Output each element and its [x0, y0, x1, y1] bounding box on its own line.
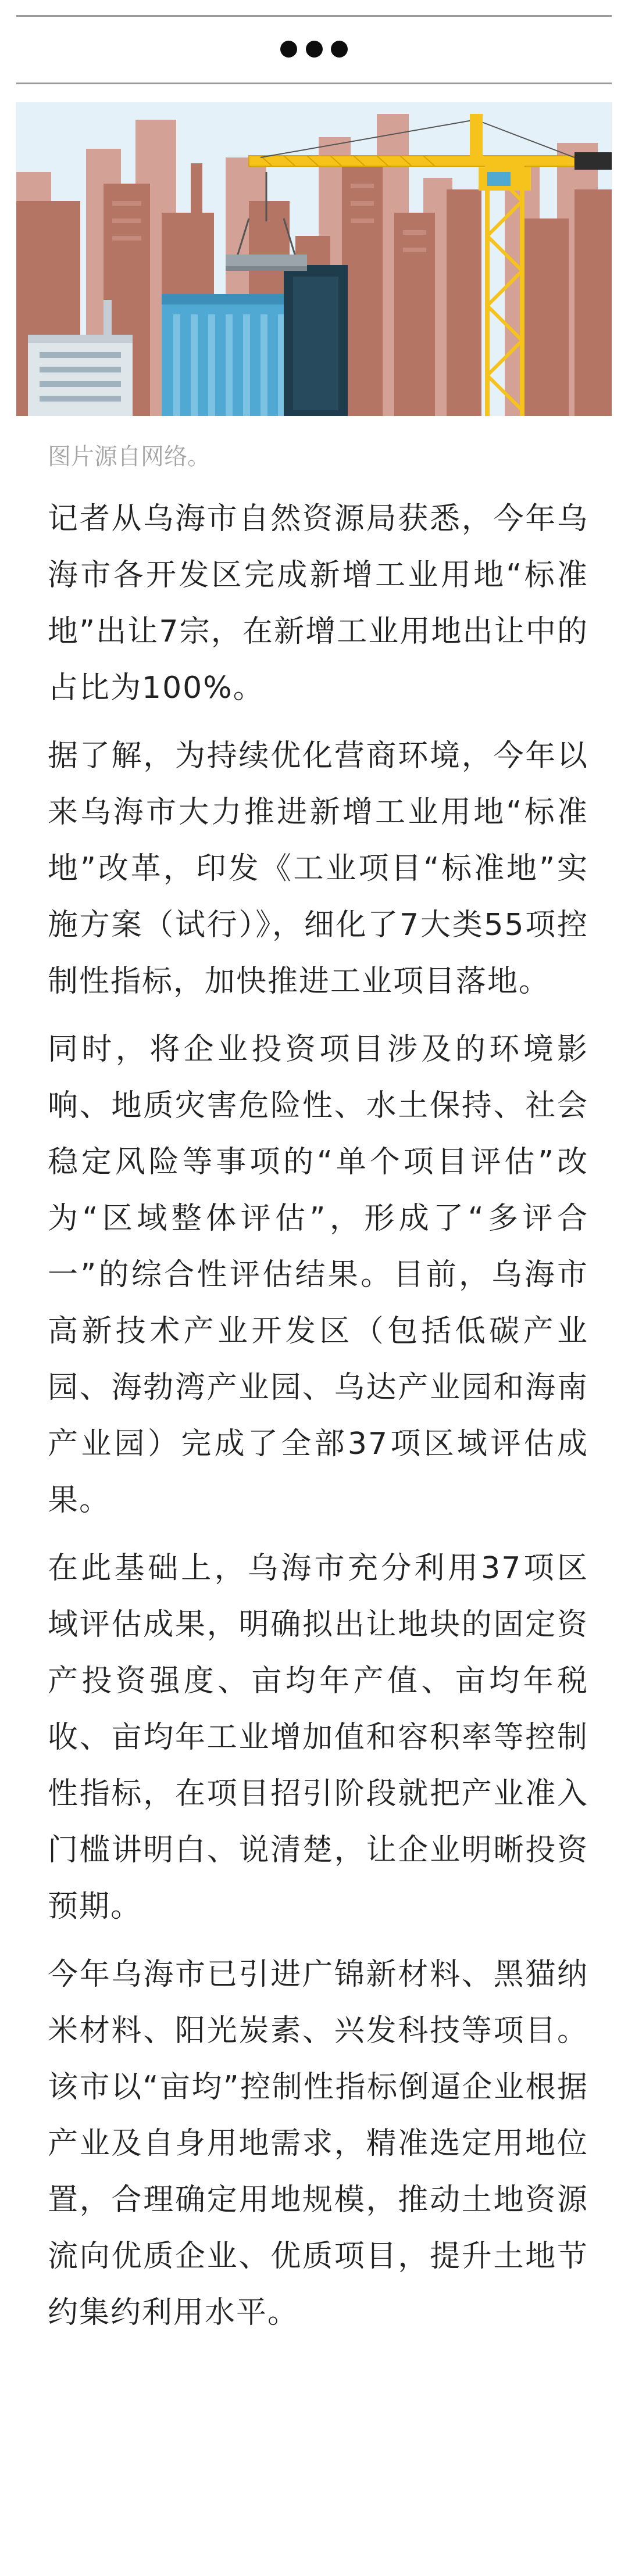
image-caption: 图片源自网络。	[48, 443, 210, 470]
hero-image	[16, 102, 612, 416]
paragraph: 据了解，为持续优化营商环境，今年以来乌海市大力推进新增工业用地“标准地”改革，印发《工业项目“标准地”实施方案（试行）》，细化了7大类55项控制性指标，加快推进工业项目落地。	[48, 739, 588, 999]
paragraph: 记者从乌海市自然资源局获悉，今年乌海市各开发区完成新增工业用地“标准地”出让7宗，在新增工业用地出让中的占比为100%。	[48, 501, 588, 705]
dot	[280, 41, 297, 58]
more-dots-icon[interactable]	[280, 41, 348, 58]
top-bar	[0, 0, 628, 93]
bottom-divider	[16, 83, 612, 84]
paragraph: 在此基础上，乌海市充分利用37项区域评估成果，明确拟出让地块的固定资产投资强度、亩均年产值、亩均年税收、亩均年工业增加值和容积率等控制性指标，在项目招引阶段就把产业准入门槛讲明白、说清楚，让企业明晰投资预期。	[48, 1551, 588, 1924]
top-divider	[16, 15, 612, 17]
article-body	[48, 491, 588, 2353]
dot	[306, 41, 323, 58]
dot	[331, 41, 348, 58]
paragraph: 同时，将企业投资项目涉及的环境影响、地质灾害危险性、水土保持、社会稳定风险等事项的“单个项目评估”改为“区域整体评估”，形成了“多评合一”的综合性评估结果。目前，乌海市高新技术产业开发区（包括低碳产业园、海勃湾产业园、乌达产业园和海南产业园）完成了全部37项区域评估成果。	[48, 1032, 588, 1518]
paragraph: 今年乌海市已引进广锦新材料、黑猫纳米材料、阳光炭素、兴发科技等项目。该市以“亩均”控制性指标倒逼企业根据产业及自身用地需求，精准选定用地位置，合理确定用地规模，推动土地资源流向优质企业、优质项目，提升土地节约集约利用水平。	[48, 1957, 588, 2330]
glass-building	[162, 294, 301, 416]
